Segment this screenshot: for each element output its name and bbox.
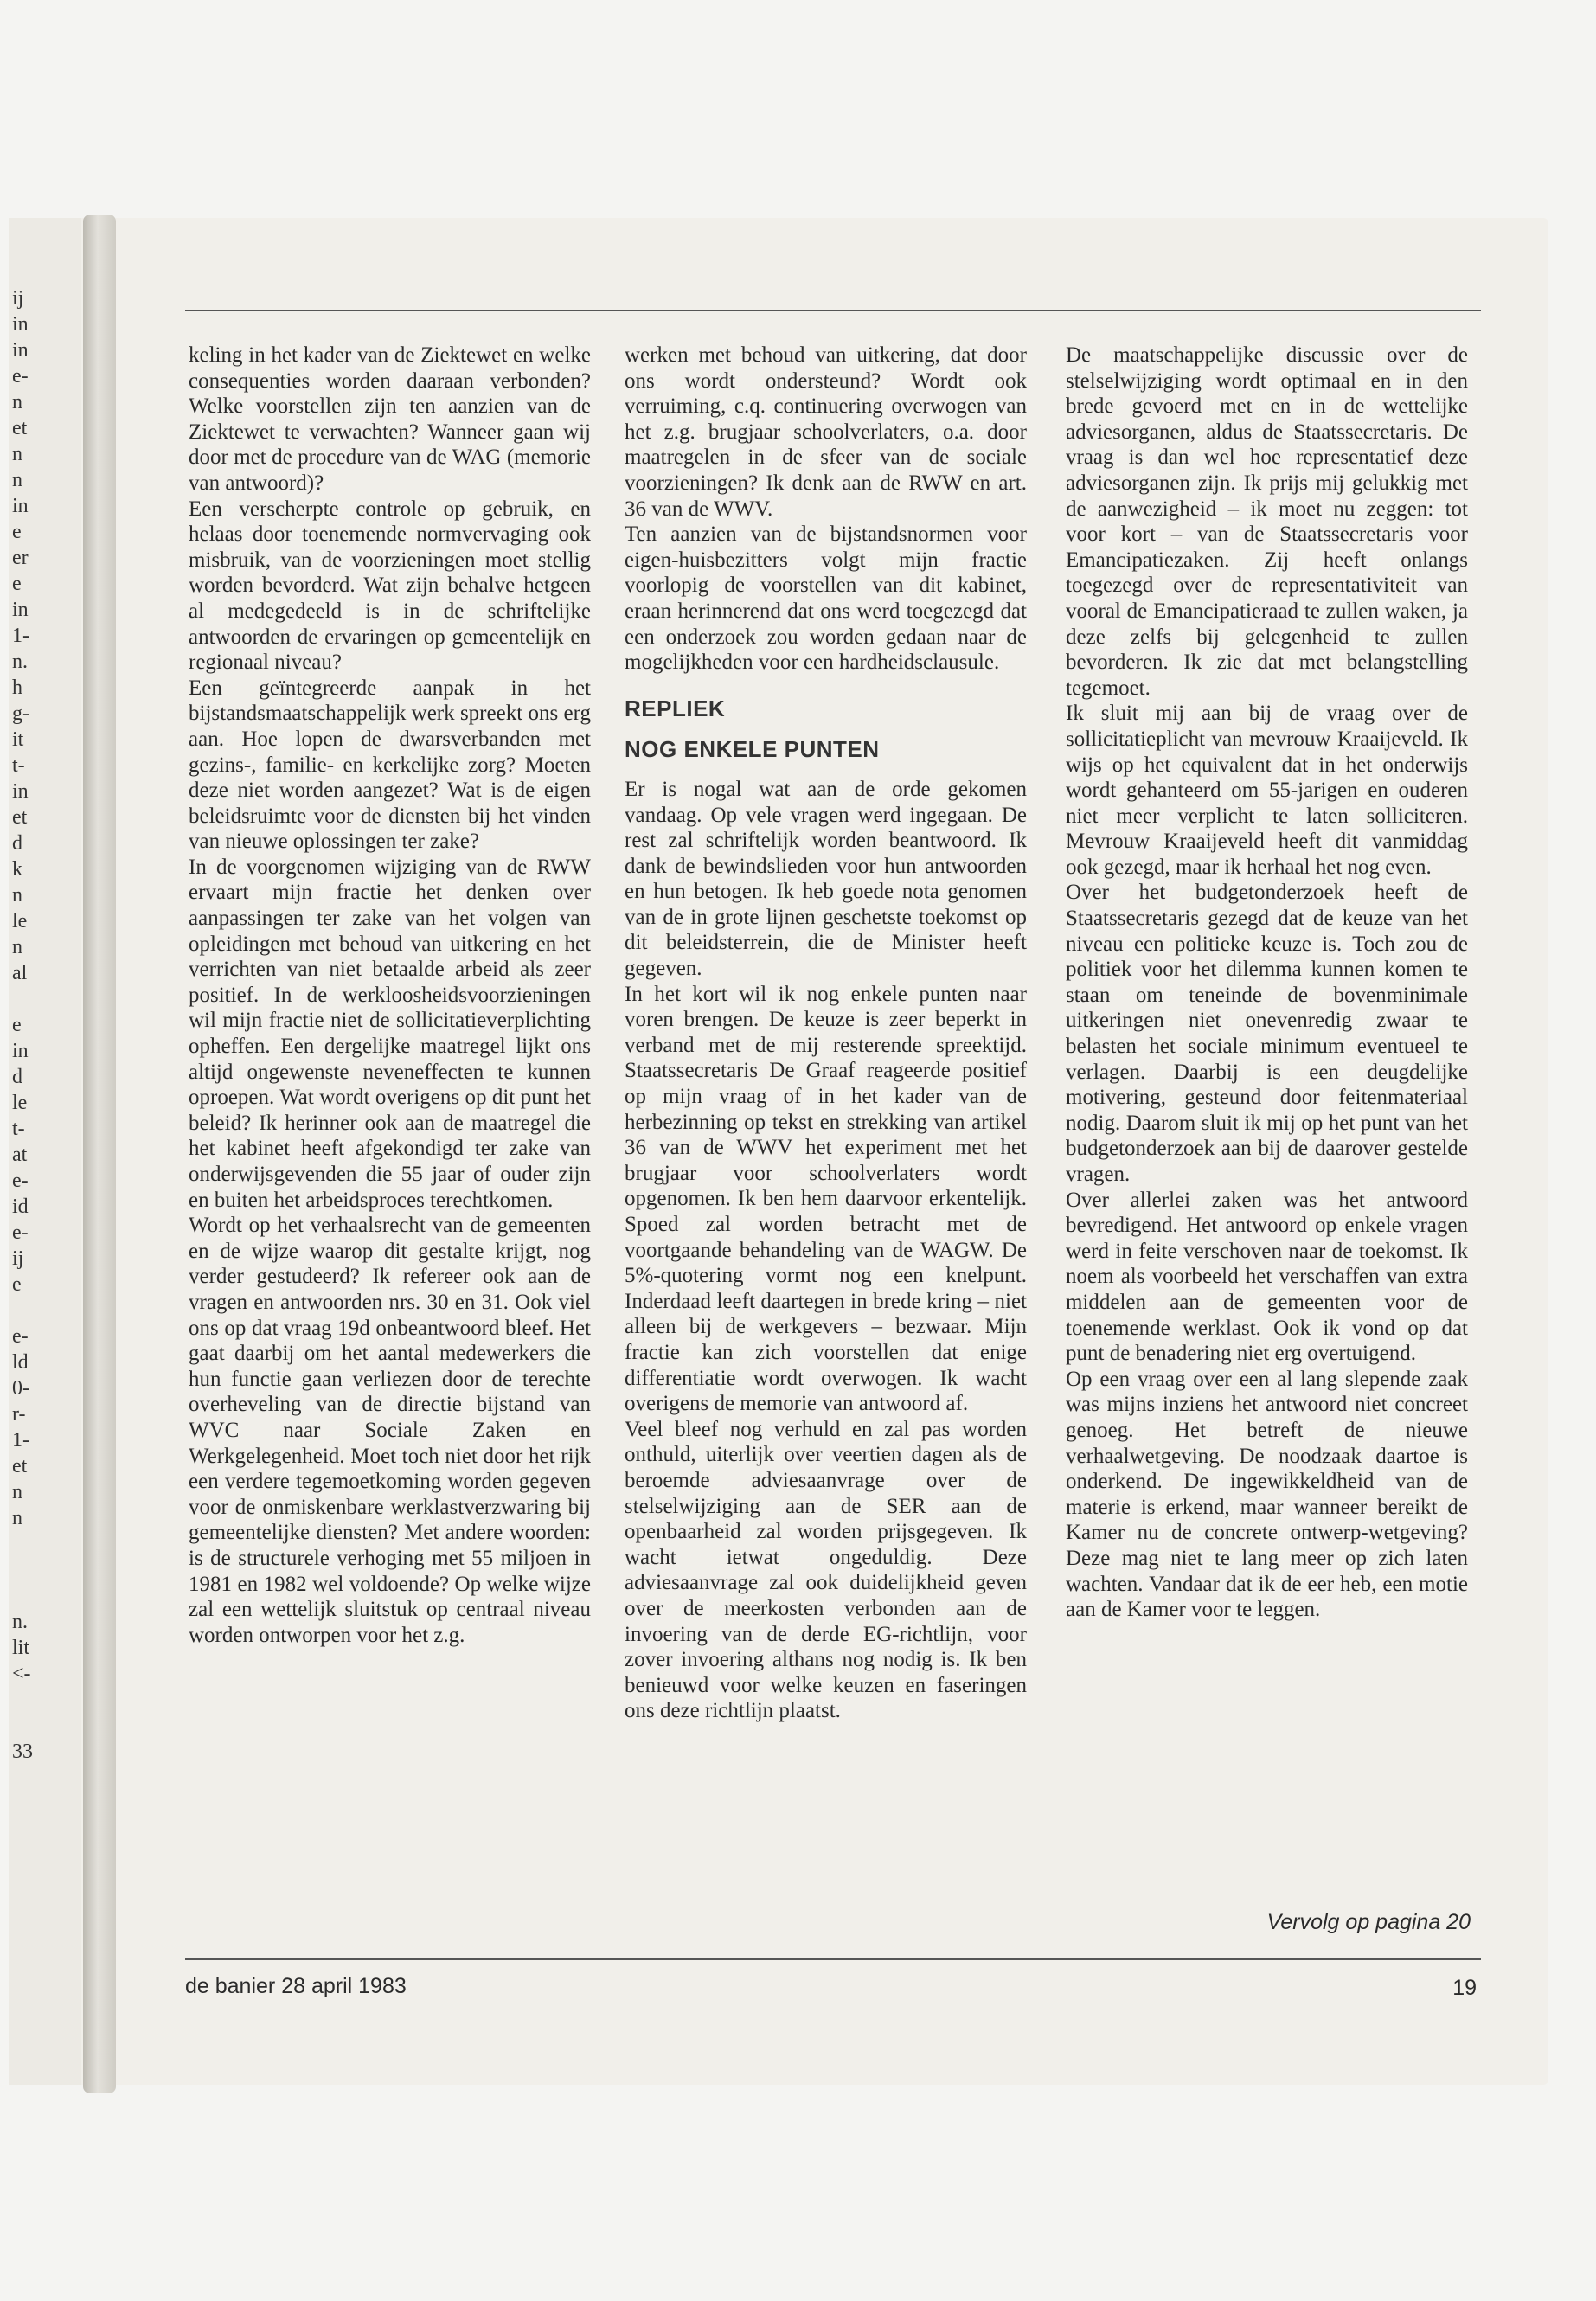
margin-fragment: et	[12, 417, 28, 439]
margin-fragment: h	[12, 676, 22, 699]
margin-fragment: et	[12, 806, 28, 829]
margin-fragment: id	[12, 1195, 29, 1218]
margin-fragment: e	[12, 1014, 22, 1036]
margin-fragment: in	[12, 339, 29, 362]
margin-fragment: et	[12, 1455, 28, 1477]
paragraph: Over allerlei zaken was het antwoord bevredigend. Het antwoord op enkele vragen werd in feite verschoven naar de toekomst. Ik noem als voorbeeld het verschaffen van extra middelen aan de gemeenten voor de toenemende werklast. Ook ik vond op dat punt de benadering niet erg overtuigend.	[1066, 1188, 1468, 1366]
paragraph: Ten aanzien van de bijstandsnormen voor eigen-huisbezitters volgt mijn fractie voorlopig de voorstellen van dit kabinet, eraan herinnerend dat ons werd toegezegd dat een onderzoek zou worden gedaan naar de mogelijkheden voor een hardheidsclausule.	[625, 522, 1027, 675]
paragraph: In het kort wil ik nog enkele punten naar voren brengen. De keuze is zeer beperkt in verband met de mij resterende spreektijd. Staatssecretaris De Graaf reageerde positief op mijn vraag of in het kader van de herbezinning op tekst en strekking van artikel 36 van de WWV het experiment met het brugjaar voor schoolverlaters wordt opgenomen. Ik ben hem daarvoor erkentelijk. Spoed zal worden betracht met de voortgaande behandeling van de WAGW. De 5%-quotering vormt nog een knelpunt. Inderdaad leeft daartegen in brede kring – niet alleen bij de werkgevers – bezwaar. Mijn fractie kan zich voorstellen dat enige differentiatie wordt overwogen. Ik wacht overigens de memorie van antwoord af.	[625, 982, 1027, 1416]
margin-fragment: g-	[12, 702, 29, 725]
margin-fragment	[12, 1531, 73, 1557]
section-heading-nog-enkele-punten: NOG ENKELE PUNTEN	[625, 736, 880, 763]
paragraph: Veel bleef nog verhuld en zal pas worden onthuld, uiterlijk over veertien dagen als de beroemde adviesaanvrage over de stelselwijziging aan de SER aan de openbaarheid zal worden prijsgegeven. Ik wacht ietwat ongeduldig. Deze adviesaanvrage zal ook duidelijkheid geven over de meerkosten verbonden aan de invoering van de derde EG-richtlijn, voor zover invoering althans nog nodig is. Ik ben benieuwd voor welke keuzen en faseringen ons deze richtlijn plaatst.	[625, 1417, 1027, 1723]
margin-fragment: e-	[12, 365, 29, 388]
top-rule	[185, 310, 1481, 311]
margin-fragment: ij	[12, 287, 24, 310]
margin-fragment: ij	[12, 1247, 24, 1270]
section-heading-repliek: REPLIEK	[625, 695, 726, 721]
margin-fragment: e	[12, 1273, 22, 1296]
margin-fragment: k	[12, 858, 22, 881]
margin-fragment: 1-	[12, 1429, 29, 1452]
paragraph: Er is nogal wat aan de orde gekomen vandaag. Op vele vragen werd ingegaan. De rest zal schriftelijk worden beantwoord. Ik dank de bewindslieden voor hun antwoorden en hun betogen. Ik heb goede nota genomen van de in grote lijnen geschetste toekomst op dit beleidsterrein, die de Minister heeft gegeven.	[625, 777, 1027, 981]
margin-fragment	[12, 1298, 73, 1324]
column-3	[1066, 343, 1468, 1623]
paragraph: Op een vraag over een al lang slepende zaak was mijns inziens het antwoord niet concreet genoeg. Het betreft de nieuwe verhaalwetgeving. De noodzaak daartoe is onderkend. De ingewikkeldheid van de materie is erkend, maar wanneer bereikt de Kamer nu de concrete ontwerp-wetgeving? Deze mag niet te lang meer op zich laten wachten. Vandaar dat ik de eer heb, een motie aan de Kamer voor te leggen.	[1066, 1367, 1468, 1622]
margin-fragment: n	[12, 936, 22, 958]
margin-fragment: le	[12, 910, 28, 933]
margin-fragment: le	[12, 1092, 28, 1114]
paragraph: Wordt op het verhaalsrecht van de gemeenten en de wijze waarop dit gestalte krijgt, nog verder gestudeerd? Ik refereer ook aan de vragen en antwoorden nrs. 30 en 31. Ook viel ons op dat vraag 19d onbeantwoord bleef. Het gaat daarbij om het aantal medewerkers die hun functie gaan verliezen door de terechte overheveling van de directie bijstand van WVC naar Sociale Zaken en Werkgelegenheid. Moet toch niet door het rijk een verdere tegemoetkoming worden gegeven voor de onmiskenbare werklastverzwaring bij gemeentelijke diensten? Met andere woorden: is de structurele verhoging met 55 miljoen in 1981 en 1982 wel voldoende? Op welke wijze zal een wettelijk sluitstuk op centraal niveau worden ontworpen voor het z.g.	[189, 1214, 591, 1647]
margin-fragment: d	[12, 1066, 22, 1088]
paragraph: Over het budgetonderzoek heeft de Staatssecretaris gezegd dat de keuze van het niveau een politieke keuze is. Toch zou de politiek voor het dilemma kunnen komen te staan om teneinde de bovenminimale uitkeringen niet onevenredig zwaar te belasten het sociale minimum eventueel te verlagen. Daarbij is een deugdelijke motivering, gesteund door feitenmateriaal nodig. Daarom sluit ik mij op het punt van het budgetonderzoek aan bij de daarover gestelde vragen.	[1066, 881, 1468, 1186]
margin-fragment	[12, 986, 73, 1012]
margin-fragment: in	[12, 313, 29, 336]
margin-fragment: n	[12, 391, 22, 413]
margin-fragment: n	[12, 1481, 22, 1503]
margin-fragment: e	[12, 521, 22, 543]
margin-fragment: r-	[12, 1403, 26, 1426]
margin-fragment: at	[12, 1144, 28, 1166]
margin-fragment: ld	[12, 1351, 29, 1374]
paragraph: Een verscherpte controle op gebruik, en helaas door toenemende normvervaging ook misbruik, van de voorzieningen moet stellig worden bevorderd. Wat zijn behalve hetgeen al medegedeeld is in de schriftelijke antwoorden de ervaringen op gemeentelijk en regionaal niveau?	[189, 497, 591, 675]
margin-fragment: e-	[12, 1170, 29, 1192]
paragraph: De maatschappelijke discussie over de stelselwijziging wordt optimaal en in den brede gevoerd met en in de wettelijke adviesorganen, aldus de Staatssecretaris. De vraag is dan wel hoe representatief deze adviesorganen zijn. Ik prijs mij gelukkig met de aanwezigheid – ik moet nu zeggen: tot voor kort – van de Staatssecretaris voor Emancipatiezaken. Zij heeft onlangs toegezegd over de representativiteit van vooral de Emancipatieraad te zullen waken, ja deze zelfs bij gelegenheid te zullen bevorderen. Ik zie dat met belangstelling tegemoet.	[1066, 343, 1468, 700]
paragraph: keling in het kader van de Ziektewet en welke consequenties worden daaraan verbonden? Welke voorstellen zijn ten aanzien van de Ziektewet te verwachten? Wanneer gaan wij door met de procedure van de WAG (memorie van antwoord)?	[189, 343, 591, 495]
margin-fragment: er	[12, 547, 29, 569]
previous-page-margin-text	[12, 285, 73, 1765]
margin-fragment: it	[12, 728, 24, 751]
margin-fragment: d	[12, 832, 22, 855]
margin-fragment: e-	[12, 1325, 29, 1348]
paragraph: Ik sluit mij aan bij de vraag over de sollicitatieplicht van mevrouw Kraaijeveld. Ik wijs op het equivalent dat in het onderwijs wordt gehanteerd om 55-jarigen en ouderen niet meer verplicht te laten solliciteren. Mevrouw Kraaijeveld heeft dit vanmiddag ook gezegd, maar ik herhaal het nog even.	[1066, 702, 1468, 879]
paragraph: werken met behoud van uitkering, dat door ons wordt ondersteund? Wordt ook verruiming, c.q. continuering overwogen van het z.g. brugjaar schoolverlaters, o.a. door maatregelen in de sfeer van de sociale voorzieningen? Ik denk aan de RWW en art. 36 van de WWV.	[625, 343, 1027, 521]
margin-fragment: e-	[12, 1221, 29, 1244]
margin-fragment: n.	[12, 651, 28, 673]
margin-fragment: n	[12, 884, 22, 907]
margin-fragment: n.	[12, 1611, 28, 1633]
margin-fragment: in	[12, 599, 29, 621]
continued-note: Vervolg op pagina 20	[1266, 1910, 1471, 1934]
column-1	[189, 343, 591, 1648]
previous-page-number: 33	[12, 1740, 33, 1763]
margin-fragment: in	[12, 1040, 29, 1062]
margin-fragment: in	[12, 780, 29, 803]
margin-fragment: 1-	[12, 625, 29, 647]
margin-fragment: n	[12, 469, 22, 491]
column-2	[625, 343, 1027, 1724]
margin-fragment	[12, 1583, 73, 1609]
margin-fragment	[12, 1557, 73, 1583]
margin-fragment: n	[12, 443, 22, 465]
bottom-rule	[185, 1958, 1481, 1960]
margin-fragment: t-	[12, 754, 25, 777]
margin-fragment: lit	[12, 1637, 30, 1659]
margin-fragment: in	[12, 495, 29, 517]
paragraph: In de voorgenomen wijziging van de RWW ervaart mijn fractie het denken over aanpassingen ter zake van het volgen van opleidingen met behoud van uitkering en het verrichten van niet betaalde arbeid als zeer positief. In de werkloosheidsvoorzieningen wil mijn fractie niet de sollicitatieverplichting opheffen. Een dergelijke maatregel lijkt ons altijd ongewenste neveneffecten te kunnen oproepen. Wat wordt overigens op dit punt het beleid? Ik herinner ook aan de maatregel die het kabinet heeft afgekondigd ter zake van onderwijsgevenden die 55 jaar of ouder zijn en buiten het arbeidsproces terechtkomen.	[189, 855, 591, 1212]
publication-line: de banier 28 april 1983	[185, 1974, 407, 1998]
margin-fragment: t-	[12, 1118, 25, 1140]
book-spine	[83, 215, 116, 2093]
margin-fragment: 0-	[12, 1377, 29, 1400]
margin-fragment: <-	[12, 1663, 31, 1685]
margin-fragment: e	[12, 573, 22, 595]
margin-fragment: al	[12, 962, 28, 984]
paragraph: Een geïntegreerde aanpak in het bijstandsmaatschappelijk werk spreekt ons erg aan. Hoe lopen de dwarsverbanden met gezins-, familie- en kerkelijke zorg? Moeten deze niet worden aangezet? Wat is de eigen beleidsruimte voor de diensten bij het vinden van nieuwe oplossingen ter zake?	[189, 676, 591, 854]
margin-fragment: n	[12, 1507, 22, 1529]
page-number: 19	[1452, 1976, 1477, 2000]
